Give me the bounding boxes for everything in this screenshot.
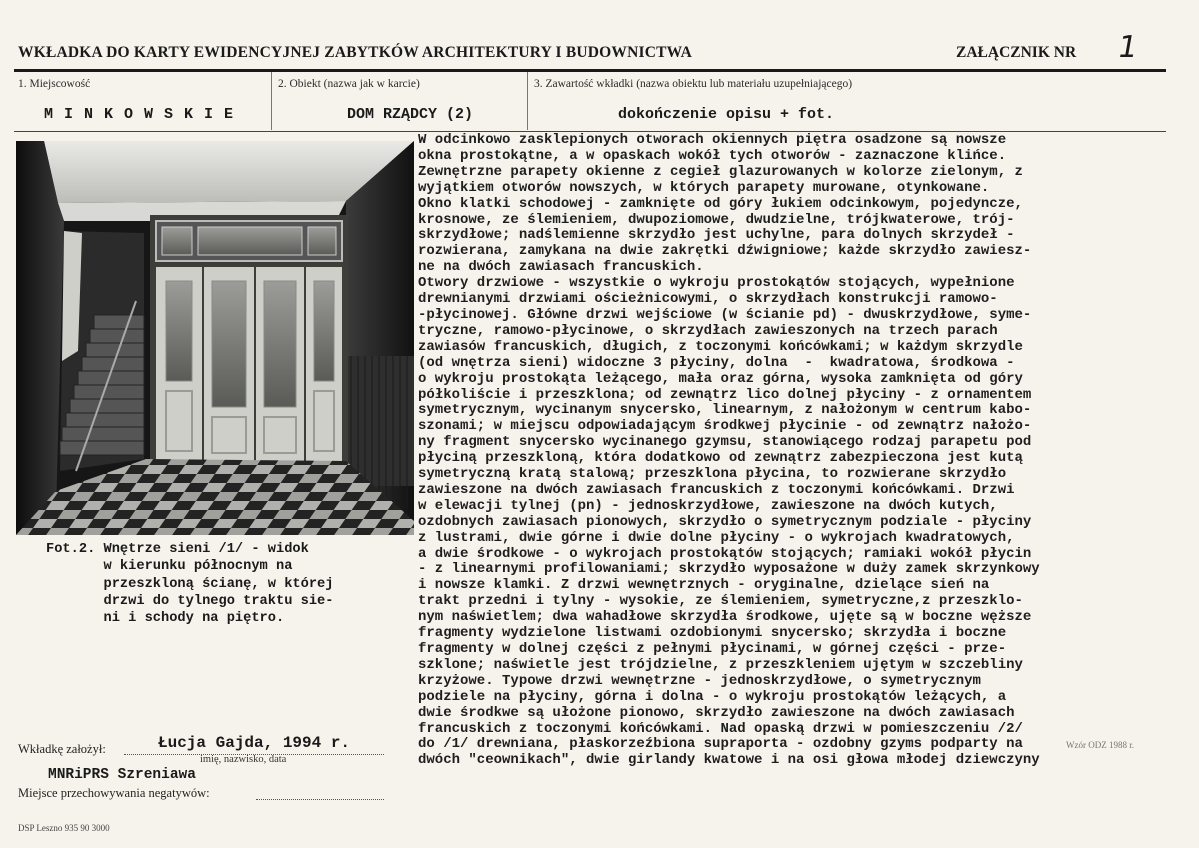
text-line: okna prostokątne, a w opaskach wokół tych otworów - zaznaczone klińce.	[418, 148, 1007, 164]
photo-caption	[46, 541, 406, 627]
field-divider	[271, 72, 272, 130]
text-line: szklone; naświetle jest trójdzielne, z przeszkleniem ujętym w szczebliny	[418, 657, 1023, 673]
caption-line: drzwi do tylnego traktu sie-	[46, 593, 334, 609]
caption-line: Fot.2. Wnętrze sieni /1/ - widok	[46, 542, 309, 557]
text-line: skrzydłowe; nadślemienne skrzydło jest uchylne, para dolnych skrzydeł -	[418, 228, 1015, 244]
text-line: ny fragment snycersko wycinanego gzymsu, stanowiącego rodzaj parapetu pod	[418, 435, 1032, 451]
text-line: - z linearnymi profilowaniami; skrzydło wyposażone w duży zamek skrzynkowy	[418, 562, 1040, 578]
text-line: nym naświetlem; dwa wahadłowe skrzydła środkowe, ujęte są w boczne węższe	[418, 610, 1032, 626]
caption-line: w kierunku północnym na	[46, 559, 293, 575]
text-line: Okno klatki schodowej - zamknięte od góry łukiem odcinkowym, pojedyncze,	[418, 196, 1023, 212]
text-line: symetryczną kratą stalową; przeszklona płycina, to rozwierane skrzydło	[418, 467, 1007, 483]
form-title: WKŁADKA DO KARTY EWIDENCYJNEJ ZABYTKÓW ARCHITEKTURY I BUDOWNICTWA	[18, 44, 693, 61]
text-line: dwie środkwe są ułożone pionowo, skrzydło zawieszone na dwóch zawiasach	[418, 705, 1015, 721]
text-line: fragmenty w dolnej części z pełnymi płycinami, w górnej części - prze-	[418, 642, 1007, 657]
caption-line: ni i schody na piętro.	[46, 611, 285, 627]
text-line: z lustrami, dwie górne i dwie dolne płyciny - o wykrojach kwadratowych,	[418, 530, 1015, 546]
text-line: W odcinkowo zasklepionych otworach okiennych piętra osadzone są nowsze	[418, 133, 1007, 148]
text-line: drewnianymi drzwiami ościeżnicowymi, o skrzydłach konstrukcji ramowo-	[418, 292, 998, 308]
text-line: Zewnętrzne parapety okienne z cegieł glazurowanych w kolorze zielonym, z	[418, 164, 1023, 180]
description-text	[418, 133, 1170, 769]
text-line: (od wnętrza sieni) widoczne 3 płyciny, dolna - kwadratowa, środkowa -	[418, 355, 1015, 371]
text-line: o wykroju prostokąta leżącego, mała oraz górna, wysoka zamknięta od góry	[418, 371, 1023, 387]
text-line: tryczne, ramowo-płycinowe, o skrzydłach zawieszonych na trzech parach	[418, 323, 998, 339]
text-line: symetrycznym, wycinanym snycersko, linearnym, z nałożonym w centrum kabo-	[418, 403, 1032, 419]
caption-line: przeszkloną ścianę, w której	[46, 576, 334, 592]
text-line: Otwory drzwiowe - wszystkie o wykroju prostokątów stojących, wypełnione	[418, 276, 1015, 292]
institution: MNRiPRS Szreniawa	[48, 767, 196, 783]
annex-number: 1	[1114, 30, 1141, 65]
object-value: DOM RZĄDCY (2)	[347, 106, 474, 123]
text-line: dwóch "ceownikach", dwie girlandy kwatowe i na osi głowa młodej dziewczyny	[418, 753, 1040, 769]
text-line: fragmenty wydzielone listwami ozdobionymi snycersko; skrzydła i boczne	[418, 626, 1007, 642]
locality-value: M I N K O W S K I E	[44, 106, 235, 123]
annex-label: ZAŁĄCZNIK NR	[956, 44, 1077, 61]
interior-photo	[16, 141, 414, 535]
author-label: Wkładkę założył:	[18, 742, 106, 756]
text-line: trakt przedni i tylny - wysokie, ze ślemieniem, symetryczne,z przeszklo-	[418, 594, 1023, 610]
text-line: ozdobnych zawiasach pionowych, skrzydło o symetrycznym podziale - płyciny	[418, 514, 1032, 530]
text-line: -płycinowej. Główne drzwi wejściowe (w ścianie pd) - dwuskrzydłowe, syme-	[418, 307, 1032, 323]
field-divider	[527, 72, 528, 130]
text-line: i nowsze klamki. Z drzwi wewnętrznych - oryginalne, dzielące sień na	[418, 578, 990, 594]
text-line: do /1/ drewniana, płaskorzeźbiona supraporta - ozdobny gzyms podparty na	[418, 737, 1023, 753]
locality-label: 1. Miejscowość	[18, 78, 91, 90]
object-label: 2. Obiekt (nazwa jak w karcie)	[278, 78, 420, 90]
content-label: 3. Zawartość wkładki (nazwa obiektu lub materiału uzupełniającego)	[534, 78, 853, 90]
author-value: Łucja Gajda, 1994 r.	[158, 734, 351, 752]
text-line: wyjątkiem otworów nowszych, w których parapety murowane, otynkowane.	[418, 180, 990, 196]
content-value: dokończenie opisu + fot.	[618, 106, 835, 123]
form-stamp: Wzór ODZ 1988 r.	[1066, 740, 1134, 750]
text-line: zawiasów francuskich, długich, z toczonymi końcówkami; w każdym skrzydle	[418, 339, 1023, 355]
negatives-dotted-line	[256, 798, 384, 800]
text-line: krzyżowe. Typowe drzwi wewnętrzne - jednoskrzydłowe, o symetrycznym	[418, 673, 981, 689]
print-code: DSP Leszno 935 90 3000	[18, 823, 110, 833]
text-line: podziele na płyciny, górna i dolna - o wykroju prostokątów leżących, a	[418, 689, 1007, 705]
text-line: w elewacji tylnej (pn) - jednoskrzydłowe, zawieszone na dwóch kutych,	[418, 498, 998, 514]
header-rule	[14, 69, 1166, 72]
text-line: płyciną przeszkloną, która dodatkowo od zewnątrz zabezpieczona jest kutą	[418, 451, 1023, 467]
author-sublabel: imię, nazwisko, data	[200, 754, 287, 765]
text-line: krosnowe, ze ślemieniem, dwupoziomowe, dwudzielne, trójkwaterowe, trój-	[418, 212, 1015, 228]
text-line: francuskich z toczonymi końcówkami. Nad opaską drzwi w pomieszczeniu /2/	[418, 721, 1023, 737]
text-line: a dwie środkowe - o wykrojach prostokątów stojących; ramiaki wokół płycin	[418, 546, 1032, 562]
text-line: rozwierana, zamykana na dwie zakrętki dźwigniowe; każde skrzydło zawiesz-	[418, 244, 1032, 260]
text-line: zawieszone na dwóch zawiasach francuskich z toczonymi końcówkami. Drzwi	[418, 482, 1015, 498]
negatives-label: Miejsce przechowywania negatywów:	[18, 786, 210, 800]
text-line: szonami; w miejscu odpowiadającym środkwej płycinie - od zewnątrz nałożo-	[418, 419, 1032, 435]
text-line: ne na dwóch zawiasach francuskich.	[418, 260, 704, 276]
text-line: półkoliście i przeszklona; od zewnątrz lico dolnej płyciny - z ornamentem	[418, 387, 1032, 403]
fields-rule	[14, 131, 1166, 132]
